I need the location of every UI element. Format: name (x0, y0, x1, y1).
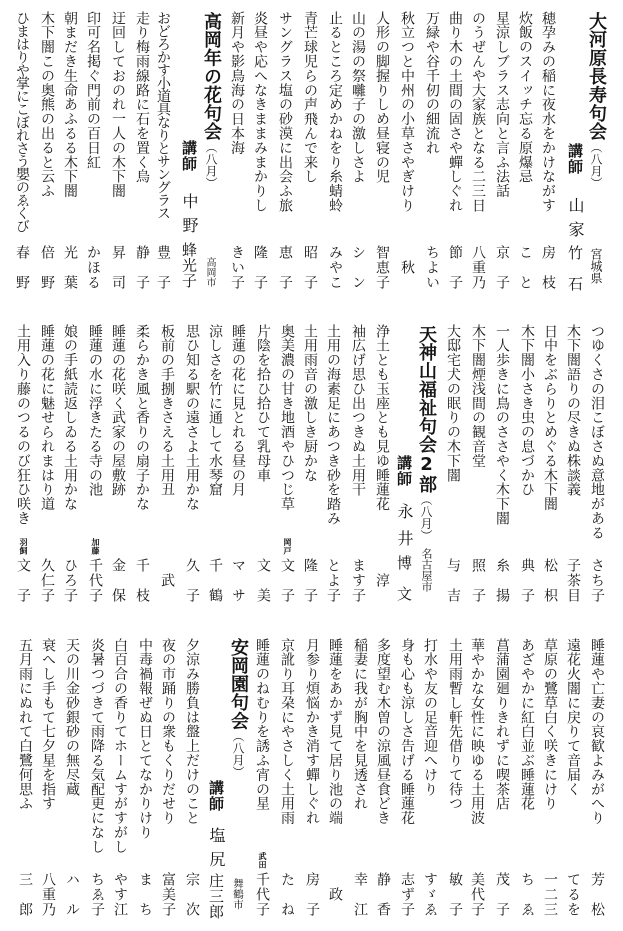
lecturer (207, 638, 225, 928)
haiku-author: とよ子 (325, 558, 341, 602)
section-header (416, 325, 436, 615)
haiku-author: 房子 (304, 872, 320, 916)
section-month: （八月） (231, 730, 245, 778)
haiku-verse: 袖広げ思ひ出つきぬ土用干 (350, 324, 366, 497)
haiku-verse: 木下闇語りの尽きぬ株談義 (565, 324, 581, 497)
haiku-author: 敏子 (447, 872, 463, 916)
haiku-author: 芳松 (589, 872, 605, 916)
haiku-entry (279, 324, 295, 606)
haiku-entry (85, 11, 101, 293)
haiku-verse: のうぜんや大家族となる二三日 (470, 11, 486, 213)
haiku-entry (277, 11, 293, 293)
haiku-author: 千枝 (134, 558, 150, 602)
haiku-author: 武 (159, 573, 175, 587)
haiku-entry (230, 324, 246, 606)
author-prefix: 岡戸 (283, 538, 292, 555)
haiku-entry (110, 11, 126, 293)
haiku-author: かほる (85, 245, 101, 289)
haiku-verse: 菖蒲園廻りきれずに喫茶店 (494, 638, 510, 811)
haiku-entry (399, 11, 415, 293)
haiku-verse: 睡蓮の水に浮きたる寺の池 (87, 324, 103, 497)
haiku-verse: 木下闇小さき虫の息づかひ (519, 324, 535, 497)
haiku-verse: 天の川金砂銀砂の無尽蔵 (64, 638, 80, 797)
haiku-author: ちゑ子 (89, 872, 105, 916)
haiku-author: 八重乃 (470, 245, 486, 289)
section-location: 高岡市 (204, 257, 215, 287)
haiku-entry (184, 638, 200, 920)
haiku-entry (519, 324, 535, 606)
lecturer-given-name: 竹石 (566, 245, 584, 291)
haiku-author: 京子 (494, 245, 510, 289)
haiku-verse: 五月雨にぬれて白鷺何思ふ (17, 638, 33, 811)
haiku-entry (422, 638, 438, 920)
section-location: 名古屋市 (420, 548, 433, 592)
haiku-verse: 華やかな女性に映ゆる土用波 (469, 638, 485, 826)
lecturer (566, 11, 584, 301)
author-prefix: 武田 (258, 852, 267, 869)
haiku-author: 隆子 (302, 558, 318, 602)
haiku-verse: 木下闇煙浅間の観音堂 (470, 324, 486, 468)
haiku-author: 美代子 (469, 872, 485, 916)
section-title: 高岡年の花句会 (201, 12, 222, 141)
haiku-entry (589, 324, 605, 606)
haiku-entry (254, 638, 270, 920)
haiku-verse: 身も心も涼しさ告げる睡蓮花 (399, 638, 415, 826)
lecturer-surname: 中野 (180, 193, 199, 241)
haiku-entry (39, 324, 55, 606)
haiku-author: 淳 (374, 573, 390, 587)
haiku-author: 豊子 (155, 245, 171, 289)
haiku-verse: 炊飯のスイッチ忘る原爆忌 (517, 11, 533, 184)
haiku-entry (155, 11, 171, 293)
haiku-verse: 万緑や谷千仞の細流れ (424, 11, 440, 155)
haiku-author: シン (350, 245, 366, 289)
haiku-author: 宗次 (184, 872, 200, 916)
haiku-author: 典子 (519, 558, 535, 602)
haiku-verse: つゆくさの泪こぼさぬ意地がある (589, 324, 605, 540)
haiku-verse: 人形の脚握りしめ昼寝の児 (374, 11, 390, 184)
haiku-author: 隆子 (252, 245, 268, 289)
haiku-author: 糸揚 (494, 558, 510, 602)
haiku-author: みやこ (327, 245, 343, 289)
section-title: 天神山福祉句会2部 (416, 325, 437, 494)
haiku-verse: 夕涼み勝負は盤上だけのこと (184, 638, 200, 826)
lecturer-given-name: 庄三郎 (207, 873, 225, 919)
haiku-verse: 土用の海素足にあつき砂を踏み (325, 324, 341, 526)
haiku-entry (542, 324, 558, 606)
lecturer-label: 講師 (207, 780, 225, 812)
haiku-verse: 木下闇この奥熊の出ると云ふ (39, 11, 55, 199)
haiku-author: 政 (327, 887, 343, 901)
haiku-entry (374, 11, 390, 293)
haiku-author: 千代子 (254, 872, 270, 916)
haiku-entry (494, 638, 510, 920)
haiku-verse: 土用雨音の激しき厨かな (302, 324, 318, 483)
haiku-author: 昇司 (110, 245, 126, 289)
haiku-author: まち (137, 872, 153, 916)
haiku-verse: 夜の市踊りの衆もくりだせり (160, 638, 176, 826)
haiku-entry (229, 11, 245, 293)
haiku-verse: 打水や友の足音迎へけり (422, 638, 438, 797)
haiku-verse: 板前の手捌きさえる土用丑 (159, 324, 175, 497)
haiku-entry (207, 324, 223, 606)
haiku-verse: 京訛り耳朶にやさしく土用雨 (279, 638, 295, 826)
lecturer-surname: 塩尻 (207, 827, 226, 875)
haiku-entry (445, 324, 461, 606)
haiku-verse: 土用雨暫し軒先借りて待つ (447, 638, 463, 811)
haiku-verse: 印可名掲ぐ門前の百日紅 (85, 11, 101, 170)
haiku-author: 節子 (447, 245, 463, 289)
haiku-author: 文子 (15, 558, 31, 602)
haiku-author: 八重乃 (40, 872, 56, 916)
haiku-author: きい子 (229, 245, 245, 289)
haiku-author: 久子 (184, 558, 200, 602)
lecturer-given-name: 蜂光子 (180, 242, 198, 288)
haiku-entry (159, 324, 175, 606)
section-location: 舞鶴市 (232, 878, 244, 910)
haiku-author: 静香 (375, 872, 391, 916)
haiku-author: やす江 (112, 872, 128, 916)
haiku-author: 千代子 (87, 558, 103, 602)
haiku-entry (62, 11, 78, 293)
haiku-verse: 睡蓮をあかず見て居り池の端 (327, 638, 343, 826)
haiku-entry (17, 638, 33, 920)
lecturer-label: 講師 (395, 455, 413, 487)
haiku-author: 智恵子 (374, 245, 390, 289)
haiku-author: すゞゑ (422, 872, 438, 916)
haiku-verse: 奥美濃の甘き地酒やひつじ草 (279, 324, 295, 512)
haiku-entry (470, 324, 486, 606)
haiku-verse: 中毒禍報ぜぬ日とてなかりけり (137, 638, 153, 840)
haiku-entry (375, 638, 391, 920)
haiku-verse: 土用入り藤のつるのび狂ひ咲き (15, 324, 31, 526)
haiku-entry (494, 11, 510, 293)
haiku-verse: 曲り木の土間の固さや蟬しぐれ (447, 11, 463, 213)
haiku-author: 照子 (470, 558, 486, 602)
haiku-entry (14, 11, 30, 293)
haiku-entry (252, 11, 268, 293)
haiku-verse: 走り梅雨線路に石を置く烏 (134, 11, 150, 184)
lecturer-label: 講師 (180, 140, 198, 172)
haiku-entry (565, 638, 581, 920)
haiku-verse: 衰へし手もて七夕星を指す (40, 638, 56, 811)
haiku-entry (350, 11, 366, 293)
haiku-verse: 睡蓮の花に見とれる昼の月 (230, 324, 246, 497)
haiku-author: ちよい (424, 245, 440, 289)
haiku-verse: あざやかに紅白並ぶ睡蓮花 (519, 638, 535, 811)
haiku-entry (327, 11, 343, 293)
haiku-entry (184, 324, 200, 606)
haiku-verse: 炎昼や応へなきままみまかりし (252, 11, 268, 213)
haiku-author: 春野 (14, 245, 30, 289)
haiku-entry (134, 324, 150, 606)
haiku-verse: 柔らかき風と香りの扇子かな (134, 324, 150, 512)
haiku-author: 光葉 (62, 245, 78, 289)
section-title: 大河原長寿句会 (586, 12, 607, 141)
lecturer (180, 11, 198, 301)
haiku-author: 房枝 (540, 245, 556, 289)
haiku-entry (255, 324, 271, 606)
haiku-author: 千鶴 (207, 558, 223, 602)
haiku-entry (327, 638, 343, 920)
haiku-entry (87, 324, 103, 606)
haiku-verse: 睡蓮や亡妻の哀歓よみがへり (589, 638, 605, 826)
haiku-entry (447, 11, 463, 293)
haiku-entry (470, 11, 486, 293)
haiku-entry (399, 638, 415, 920)
haiku-entry (89, 638, 105, 920)
haiku-verse: 多度望む木曽の涼風昼食どき (375, 638, 391, 826)
haiku-entry (279, 638, 295, 920)
section-month: （八月） (419, 493, 433, 542)
haiku-entry (469, 638, 485, 920)
haiku-entry (589, 638, 605, 920)
haiku-entry (325, 324, 341, 606)
haiku-author: 与吉 (445, 558, 461, 602)
haiku-entry (112, 638, 128, 920)
section-month: （八月） (204, 140, 218, 189)
haiku-author: 金保 (110, 558, 126, 602)
haiku-author: ハル (64, 872, 80, 916)
section-header (228, 638, 248, 928)
haiku-entry (565, 324, 581, 606)
haiku-entry (137, 638, 153, 920)
haiku-author: たね (279, 872, 295, 916)
haiku-author: 恵子 (277, 245, 293, 289)
haiku-verse: おどろかす小道具なりとサングラス (155, 11, 171, 219)
haiku-verse: 涼しさを竹に通して水琴窟 (207, 324, 223, 497)
haiku-author: 一二三 (542, 872, 558, 916)
lecturer-label: 講師 (566, 143, 584, 175)
haiku-entry (519, 638, 535, 920)
haiku-entry (15, 324, 31, 606)
lecturer-surname: 永井 (395, 503, 414, 557)
haiku-author: 子茶目 (565, 558, 581, 602)
haiku-verse: 大邸宅犬の眠りの木下闇 (445, 324, 461, 483)
haiku-verse: 稲妻に我が胸中を見透され (352, 638, 368, 811)
haiku-author: 昭子 (302, 245, 318, 289)
haiku-verse: 月参り煩悩かき消す蟬しぐれ (304, 638, 320, 826)
haiku-author: 志ず子 (399, 872, 415, 916)
haiku-author: 文美 (255, 558, 271, 602)
haiku-verse: 娘の手紙読返しゐる土用かな (62, 324, 78, 512)
haiku-entry (302, 324, 318, 606)
haiku-author: ちゑ (519, 872, 535, 916)
haiku-author: さち子 (589, 558, 605, 602)
haiku-verse: 草原の鷺草白く咲きにけり (542, 638, 558, 811)
haiku-entry (540, 11, 556, 293)
haiku-author: マサ (230, 558, 246, 602)
haiku-verse: 遠花火闇に戻りて音届く (565, 638, 581, 797)
haiku-entry (302, 11, 318, 293)
section-header (586, 12, 606, 302)
haiku-author: 幸江 (352, 872, 368, 916)
haiku-verse: 浄土とも玉座とも見ゆ睡蓮花 (374, 324, 390, 512)
haiku-verse: 山の湯の祭囃子の激しさよ (350, 11, 366, 184)
haiku-verse: 片陰を拾ひ拾ひて乳母車 (255, 324, 271, 483)
haiku-verse: 睡蓮の花に魅せられまはり道 (39, 324, 55, 512)
haiku-verse: 秋立つと中州の小草さやぎけり (399, 11, 415, 213)
haiku-verse: 星涼しブラス志向と言ふ法話 (494, 11, 510, 199)
haiku-verse: 炎暑つづきて雨降る気配更になし (89, 638, 105, 854)
haiku-entry (160, 638, 176, 920)
haiku-verse: 一人歩きに鳥のささやく木下闇 (494, 324, 510, 526)
haiku-verse: 穂孕みの稲に夜水をかけながす (540, 11, 556, 213)
haiku-verse: サングラス塩の砂漠に出会ふ旅 (277, 11, 293, 213)
haiku-verse: 青芒球児らの声飛んで来し (302, 11, 318, 184)
haiku-entry (447, 638, 463, 920)
haiku-verse: 睡蓮のねむりを誘ふ宵の星 (254, 638, 270, 811)
haiku-author: てるを (565, 872, 581, 916)
lecturer-surname: 山家 (566, 197, 585, 245)
haiku-author: 富美子 (160, 872, 176, 916)
haiku-author: ます子 (350, 558, 366, 602)
haiku-author: 茂子 (494, 872, 510, 916)
haiku-entry (64, 638, 80, 920)
haiku-author: 三郎 (17, 872, 33, 916)
section-month: （八月） (589, 140, 603, 189)
haiku-entry (39, 11, 55, 293)
haiku-entry (517, 11, 533, 293)
lecturer (395, 324, 413, 614)
haiku-entry (494, 324, 510, 606)
haiku-entry (424, 11, 440, 293)
haiku-entry (110, 324, 126, 606)
author-prefix: 加藤 (91, 538, 100, 555)
haiku-verse: 新月や影鳥海の日本海 (229, 11, 245, 155)
haiku-verse: 迂回しておのれ一人の木下闇 (110, 11, 126, 199)
haiku-verse: ひまはりや掌にこぼれさう嬰のゑくび (14, 11, 30, 232)
haiku-entry (542, 638, 558, 920)
haiku-entry (350, 324, 366, 606)
haiku-verse: 止るところ定めかねをり糸蜻蛉 (327, 11, 343, 213)
section-location: 宮城県 (589, 248, 603, 284)
haiku-author: 久仁子 (39, 558, 55, 602)
haiku-entry (40, 638, 56, 920)
haiku-author: ひろ子 (62, 558, 78, 602)
lecturer-given-name: 博文 (395, 555, 413, 601)
haiku-verse: 朝まだき生命あふるる木下闇 (62, 11, 78, 199)
haiku-entry (62, 324, 78, 606)
haiku-author: 秋 (399, 260, 415, 274)
section-title: 安岡園句会 (228, 638, 249, 730)
author-prefix: 羽飼 (19, 538, 28, 555)
haiku-author: 文子 (279, 558, 295, 602)
haiku-author: 松枳 (542, 558, 558, 602)
haiku-author: 倍野 (39, 245, 55, 289)
haiku-entry (304, 638, 320, 920)
haiku-entry (134, 11, 150, 293)
haiku-entry (374, 324, 390, 606)
haiku-author: 静子 (134, 245, 150, 289)
haiku-verse: 睡蓮の花咲く武家の屋敷跡 (110, 324, 126, 497)
haiku-verse: 思ひ知る駅の遠さよ土用かな (184, 324, 200, 512)
haiku-verse: 白百合の香りてホームすがすがし (112, 638, 128, 854)
haiku-verse: 日中をぶらりとめぐる木下闇 (542, 324, 558, 512)
haiku-entry (352, 638, 368, 920)
haiku-author: こと (517, 245, 533, 289)
section-header (201, 12, 221, 302)
